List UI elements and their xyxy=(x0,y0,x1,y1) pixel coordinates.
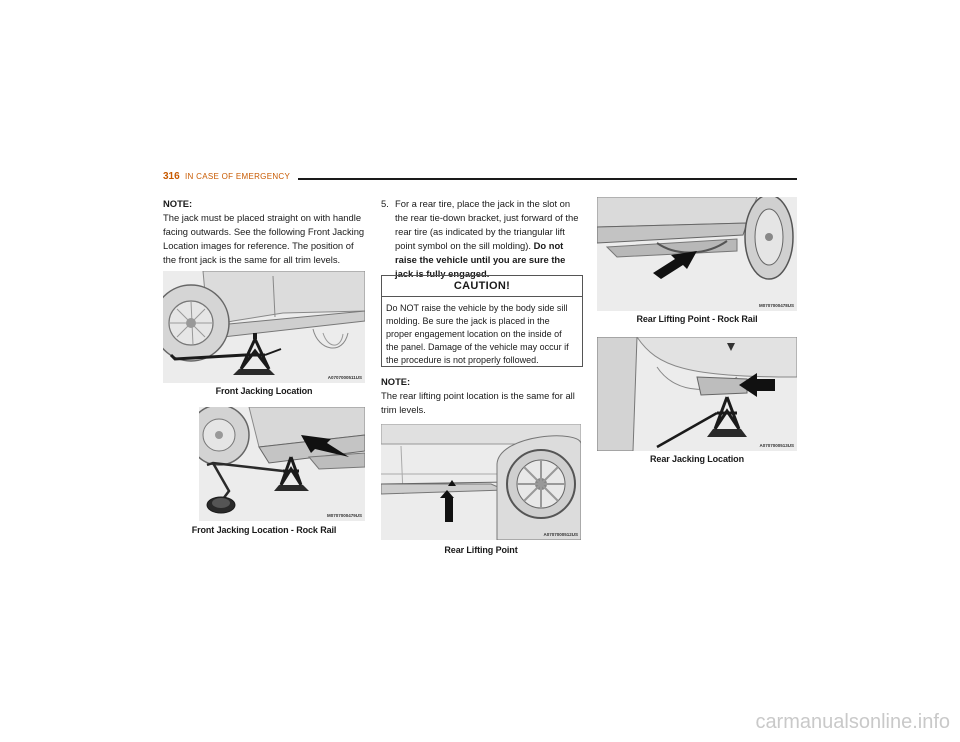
front-rock-rail-caption: Front Jacking Location - Rock Rail xyxy=(191,525,337,535)
watermark: carmanualsonline.info xyxy=(755,711,950,733)
figure-code: A0707000513US xyxy=(759,443,794,448)
step-warning-text: Do not raise the vehicle until you are sure the jack is fully engaged. xyxy=(395,240,566,279)
rear-lifting-figure xyxy=(381,424,581,540)
front-jack-note xyxy=(163,197,365,267)
rear-rock-rail-caption: Rear Lifting Point - Rock Rail xyxy=(636,314,758,324)
front-jacking-caption: Front Jacking Location xyxy=(215,386,313,396)
caution-text: Do NOT raise the vehicle by the body side sill molding. Be sure the jack is placed in the proper engagement location on the inside of the panel. Damage of the vehicle may occur if the procedure is not properly followed. xyxy=(386,303,569,365)
figure-code: M0707000478US xyxy=(758,303,794,308)
note-label: NOTE: xyxy=(381,376,411,387)
step-text: For a rear tire, place the jack in the slot on the rear tie-down bracket, just forward of the rear tire (as indicated by the triangular lift point symbol on the sill molding). xyxy=(395,198,579,251)
caution-box xyxy=(381,275,583,367)
front-jacking-figure xyxy=(163,271,365,383)
step-number: 5. xyxy=(381,198,389,209)
rear-lifting-caption: Rear Lifting Point xyxy=(444,545,518,555)
figure-code: A0707000512US xyxy=(543,532,578,537)
rear-jacking-figure xyxy=(597,337,797,451)
rear-rock-rail-figure xyxy=(597,197,797,311)
step-body xyxy=(395,197,581,281)
note-text: The jack must be placed straight on with handle facing outwards. See the following Front Jacking Location images for reference. The position of the front jack is the same for all trim levels. xyxy=(163,212,365,265)
note-label: NOTE: xyxy=(163,198,193,209)
section-title: IN CASE OF EMERGENCY xyxy=(185,172,291,181)
page-header xyxy=(163,171,797,185)
figure-code: M0707000479US xyxy=(326,513,362,518)
header-rule xyxy=(298,178,797,180)
rear-jacking-caption: Rear Jacking Location xyxy=(650,454,744,464)
rear-lift-note xyxy=(381,375,581,417)
front-rock-rail-figure xyxy=(199,407,365,521)
figure-code: A0707000511US xyxy=(327,375,362,380)
page-number: 316 xyxy=(163,171,180,182)
caution-title: CAUTION! xyxy=(382,276,582,297)
note-text: The rear lifting point location is the same for all trim levels. xyxy=(381,390,575,415)
